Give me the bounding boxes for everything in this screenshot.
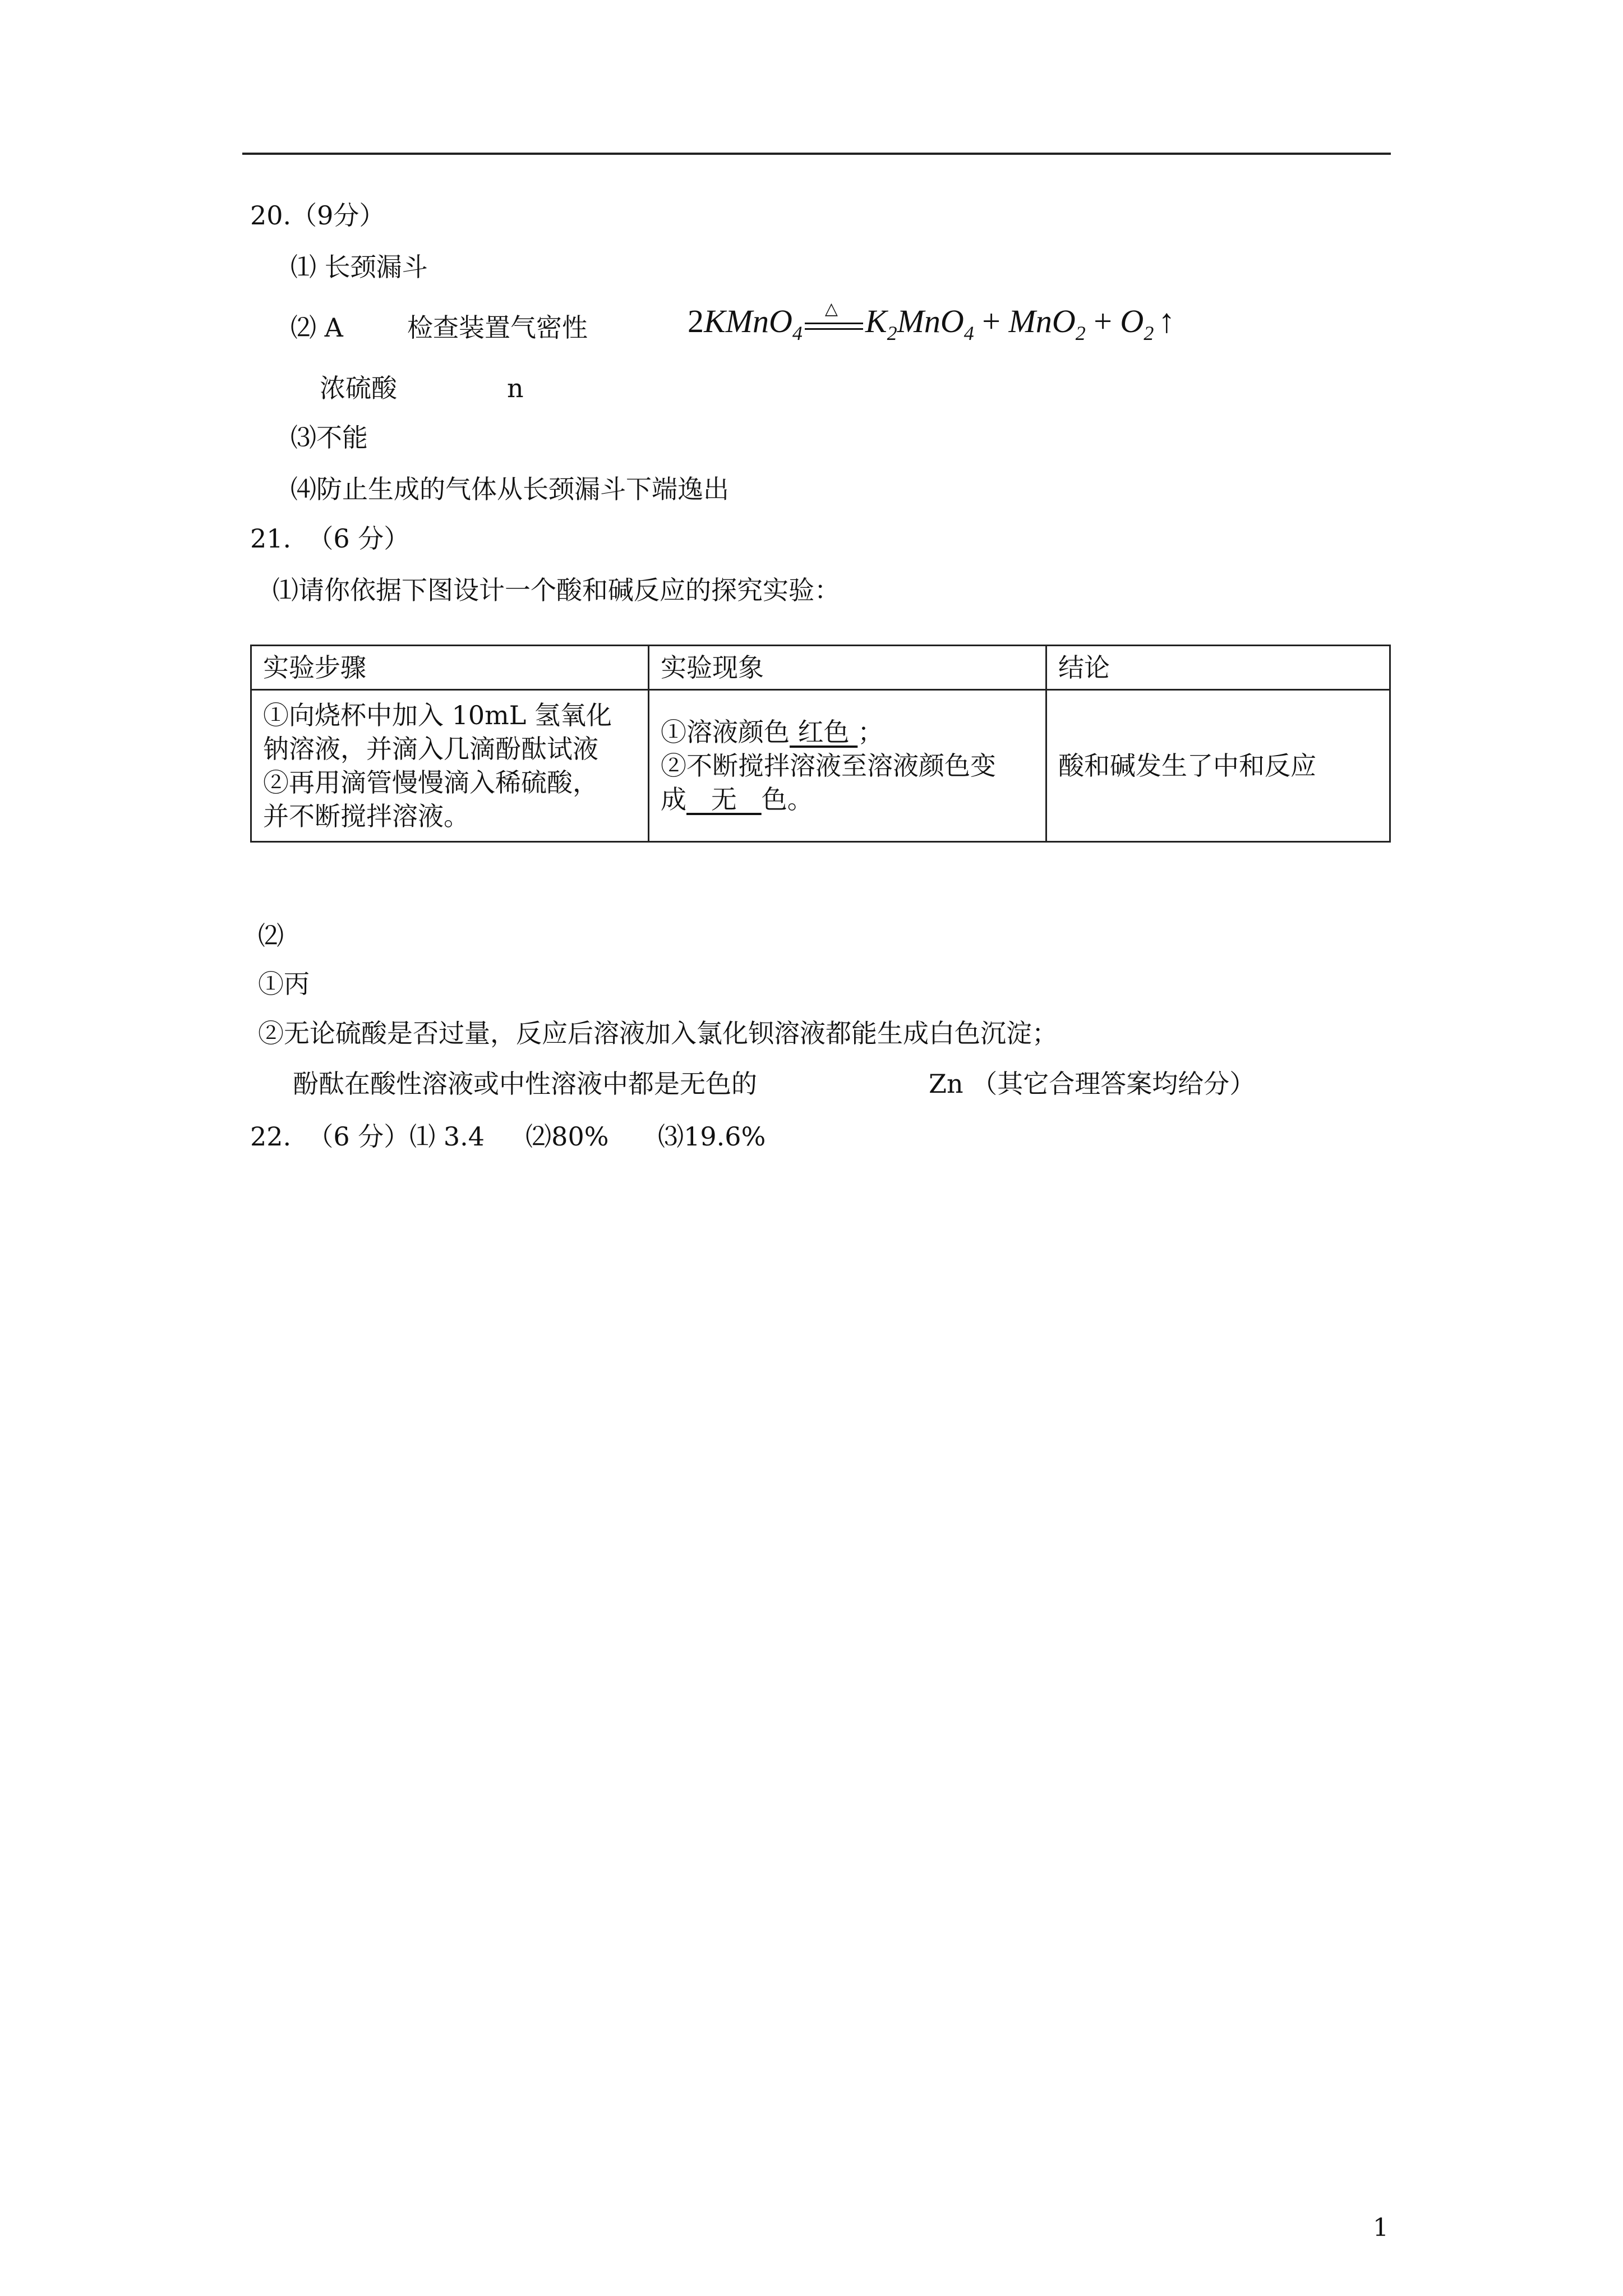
q20-title: 20.（9分） [250,200,385,231]
answer-blank-colorless: 无 [686,784,762,815]
eq-product2: MnO [1008,303,1076,339]
conclusion-cell: 酸和碱发生了中和反应 [1046,690,1390,842]
eq-product1b: MnO [897,303,964,339]
q21-part2-b: ②无论硫酸是否过量，反应后溶液加入氯化钡溶液都能生成白色沉淀； [258,1018,1058,1048]
table-header-row [251,646,1390,690]
header-steps: 实验步骤 [251,646,649,690]
phenomenon-b-line2: 成 无 色。 [661,784,813,815]
q20-reagent: 浓硫酸 [320,373,397,403]
step-line: 并不断搅拌溶液。 [263,801,469,831]
eq-product1-sub: 2 [887,322,897,344]
q21-part2-a: ①丙 [258,969,310,999]
experiment-table [250,645,1391,843]
eq-reactant-sub: 4 [792,322,803,344]
eq-plus2: + [1085,303,1121,339]
eq-product1b-sub: 4 [963,322,974,344]
eq-reactant-coef: 2 [688,303,704,339]
q20-part2-label: ⑵ A [291,312,343,343]
step-line: 钠溶液，并滴入几滴酚酞试液 [263,734,598,764]
heat-symbol: △ [824,299,838,318]
gas-arrow-icon: ↑ [1158,302,1175,339]
eq-reactant: KMnO [704,303,792,339]
header-phenomena: 实验现象 [649,646,1046,690]
q21-part2-c2: Zn （其它合理答案均给分） [929,1069,1256,1099]
step-line: ①向烧杯中加入 10mL 氢氧化 [263,700,612,730]
phenomenon-b-line1: ②不断搅拌溶液至溶液颜色变 [661,751,996,781]
steps-cell [251,690,649,842]
header-rule [242,153,1391,155]
q20-part1: ⑴ 长颈漏斗 [291,252,428,282]
q21-part2-c: 酚酞在酸性溶液或中性溶液中都是无色的 [293,1069,757,1099]
q21-part2-label: ⑵ [258,921,284,951]
table-row [251,690,1390,842]
eq-product3: O [1120,303,1144,339]
eq-product2-sub: 2 [1075,322,1086,344]
q20-port: n [507,373,524,403]
q22-line: 22. （6 分）⑴ 3.4 ⑵80% ⑶19.6% [250,1121,766,1152]
phenomena-cell [649,690,1046,842]
eq-plus1: + [974,303,1009,339]
eq-product1: K [865,303,887,339]
chemical-equation [688,299,1175,352]
q21-intro: ⑴请你依据下图设计一个酸和碱反应的探究实验： [273,575,840,605]
page-number: 1 [1373,2214,1389,2242]
eq-condition [805,299,863,342]
q20-part4: ⑷防止生成的气体从长颈漏斗下端逸出 [291,474,729,504]
step-line: ②再用滴管慢慢滴入稀硫酸， [263,767,598,798]
phenomenon-a: ①溶液颜色 红色 ； [661,717,884,747]
q20-part2-check: 检查装置气密性 [407,312,588,343]
q21-title: 21. （6 分） [250,523,410,554]
header-conclusion: 结论 [1046,646,1390,690]
answer-blank-red: 红色 [790,717,858,747]
q20-part3: ⑶不能 [291,422,368,453]
eq-product3-sub: 2 [1144,322,1154,344]
